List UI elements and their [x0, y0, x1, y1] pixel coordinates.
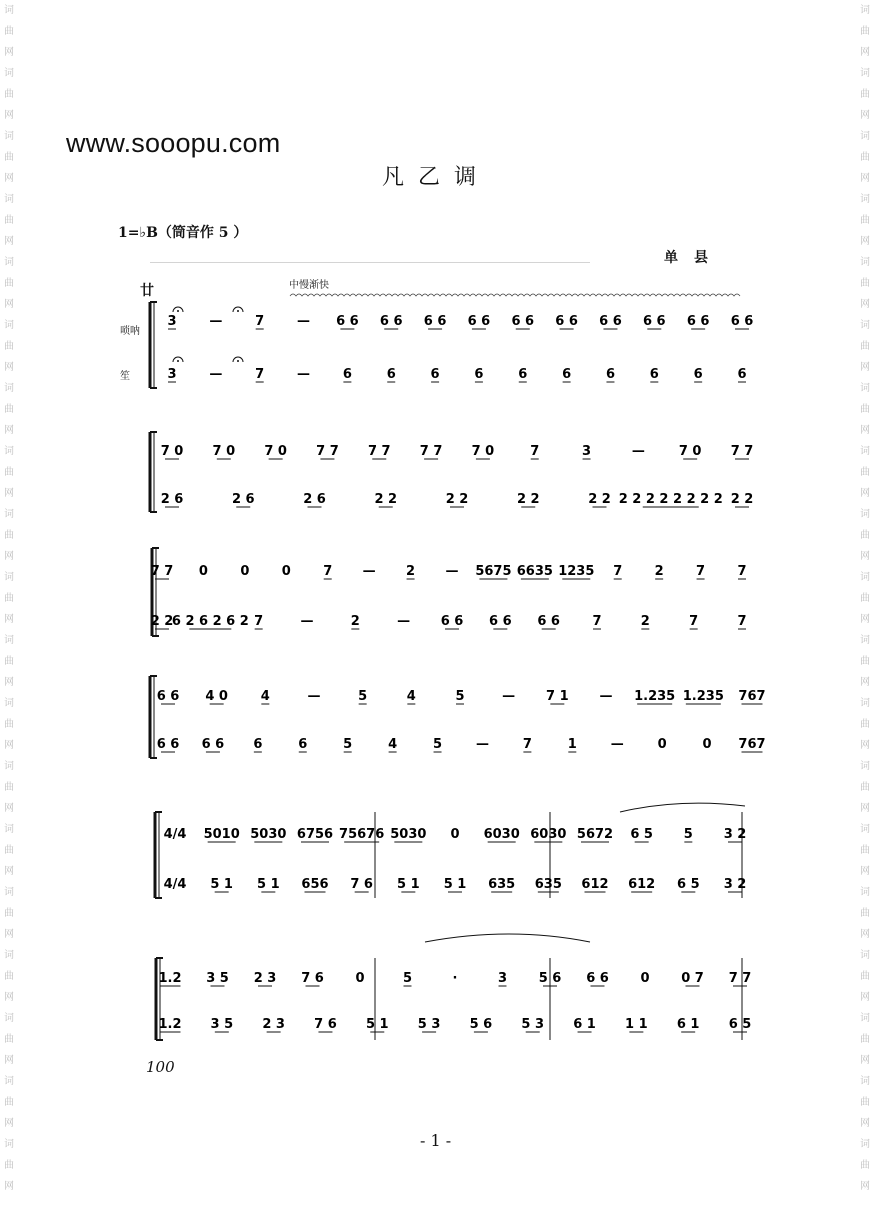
bottom-staff-note: — — [300, 614, 314, 629]
watermark-glyph: 网 — [4, 362, 14, 373]
top-staff-note: 0 7 — [681, 971, 704, 986]
watermark-glyph: 网 — [4, 236, 14, 247]
watermark-glyph: 网 — [860, 1118, 870, 1129]
top-staff-note: 7 0 — [471, 444, 495, 459]
bottom-staff-note: 6 — [298, 737, 308, 752]
top-staff-note: 7 0 — [160, 444, 184, 459]
bottom-staff-note: 5 1 — [257, 877, 280, 892]
watermark-glyph: 曲 — [4, 467, 14, 478]
watermark-glyph: 网 — [860, 1181, 870, 1192]
bottom-staff-note: 5 1 — [365, 1017, 389, 1032]
watermark-glyph: 网 — [4, 110, 14, 121]
top-staff-note: 7 — [696, 564, 706, 579]
bottom-staff-note: 2 — [640, 614, 650, 629]
bottom-staff-note: — — [209, 367, 223, 382]
watermark-glyph: 词 — [860, 950, 870, 961]
watermark-glyph: 词 — [4, 320, 14, 331]
bottom-staff-note: — — [397, 614, 411, 629]
bottom-staff-note: 3 — [167, 367, 177, 382]
fermata-dot — [177, 310, 179, 312]
bottom-staff-note: 6 — [605, 367, 615, 382]
fermata-dot — [237, 310, 239, 312]
top-staff-note: 1.235 — [682, 689, 724, 704]
watermark-glyph: 曲 — [860, 719, 870, 730]
watermark-glyph: 曲 — [4, 908, 14, 919]
bottom-staff-note: 3 2 — [723, 877, 747, 892]
watermark-glyph: 网 — [4, 551, 14, 562]
watermark-glyph: 网 — [860, 362, 870, 373]
watermark-glyph: 曲 — [860, 1160, 870, 1171]
watermark-glyph: 曲 — [860, 656, 870, 667]
top-staff-note: 6030 — [530, 827, 567, 842]
bottom-staff-note: 1.2 — [158, 1017, 182, 1032]
top-staff-note: 5672 — [576, 827, 614, 842]
watermark-glyph: 词 — [4, 446, 14, 457]
top-staff-note: 6 6 — [686, 314, 710, 329]
watermark-glyph: 网 — [860, 173, 870, 184]
top-staff-note: — — [631, 444, 645, 459]
slur-arc — [425, 934, 590, 942]
top-staff-note: · — [452, 971, 458, 986]
top-staff-note: — — [307, 689, 321, 704]
watermark-glyph: 网 — [860, 803, 870, 814]
watermark-glyph: 网 — [860, 236, 870, 247]
watermark-glyph: 词 — [4, 1076, 14, 1087]
watermark-glyph: 词 — [4, 257, 14, 268]
bottom-staff-note: 6 — [649, 367, 659, 382]
watermark-glyph: 词 — [4, 887, 14, 898]
bottom-staff-note: 2 3 — [262, 1017, 285, 1032]
watermark-glyph: 词 — [4, 5, 14, 16]
bottom-staff-note: 2 — [350, 614, 360, 629]
bottom-staff-note: 5 — [433, 737, 443, 752]
bottom-staff-note: 5 3 — [417, 1017, 441, 1032]
slur-arc — [620, 803, 745, 812]
page-number: - 1 - — [420, 1131, 452, 1150]
watermark-glyph: 网 — [4, 803, 14, 814]
top-staff-note: 7 7 — [316, 444, 339, 459]
top-staff-note: 75676 — [339, 827, 385, 842]
bottom-staff-note: 5 1 — [397, 877, 420, 892]
bottom-staff-note: 5 1 — [210, 877, 233, 892]
watermark-glyph: 曲 — [4, 1034, 14, 1045]
bottom-staff-note: 7 — [254, 614, 264, 629]
bottom-staff-note: 7 — [592, 614, 602, 629]
watermark-glyph: 曲 — [4, 593, 14, 604]
watermark-glyph: 词 — [860, 509, 870, 520]
bottom-staff-note: 2 2 — [374, 492, 398, 507]
bottom-staff-note: 635 — [488, 877, 516, 892]
bottom-staff-note: 3 5 — [210, 1017, 234, 1032]
watermark-glyph: 曲 — [4, 1160, 14, 1171]
bottom-staff-note: 6 6 — [440, 614, 464, 629]
watermark-glyph: 词 — [860, 761, 870, 772]
watermark-glyph: 词 — [860, 68, 870, 79]
top-staff-note: 5010 — [203, 827, 240, 842]
watermark-glyph: 词 — [4, 572, 14, 583]
watermark-glyph: 网 — [4, 929, 14, 940]
watermark-glyph: 词 — [4, 383, 14, 394]
watermark-glyph: 网 — [4, 1181, 14, 1192]
watermark-glyph: 网 — [4, 1118, 14, 1129]
bottom-staff-note: 612 — [581, 877, 609, 892]
watermark-glyph: 网 — [4, 677, 14, 688]
bottom-staff-note: 7 — [522, 737, 532, 752]
watermark-glyph: 曲 — [860, 971, 870, 982]
top-staff-note: 7 — [255, 314, 265, 329]
watermark-glyph: 曲 — [4, 215, 14, 226]
top-staff-note: 7 7 — [419, 444, 443, 459]
watermark-glyph: 网 — [4, 740, 14, 751]
watermark-glyph: 词 — [860, 635, 870, 646]
top-staff-note: 0 — [640, 971, 650, 986]
top-staff-note: 3 — [167, 314, 177, 329]
top-staff-note: 2 — [654, 564, 664, 579]
watermark-glyph: 网 — [860, 929, 870, 940]
top-staff-note: 7 — [613, 564, 623, 579]
page-mark: 100 — [146, 1058, 175, 1076]
watermark-glyph: 网 — [4, 488, 14, 499]
bottom-staff-note: 6 5 — [728, 1017, 752, 1032]
watermark-glyph: 曲 — [860, 467, 870, 478]
key-signature: 1=♭B（筒音作 5 ） — [118, 225, 248, 241]
watermark-glyph: 词 — [860, 383, 870, 394]
bottom-staff-note: 2 6 — [160, 492, 184, 507]
bottom-staff-note: 5 6 — [469, 1017, 493, 1032]
top-staff-note: — — [502, 689, 516, 704]
bottom-staff-note: 7 6 — [350, 877, 373, 892]
watermark-glyph: 词 — [4, 1139, 14, 1150]
bottom-staff-note: 6 — [430, 367, 440, 382]
top-staff-note: 2 — [406, 564, 416, 579]
top-staff-note: 5030 — [250, 827, 287, 842]
watermark-glyph: 网 — [860, 677, 870, 688]
top-staff-note: 4 0 — [205, 689, 228, 704]
bottom-staff-note: 2 6 — [303, 492, 326, 507]
watermark-glyph: 网 — [4, 614, 14, 625]
watermark-glyph: 曲 — [4, 719, 14, 730]
top-staff-note: 7 7 — [150, 564, 174, 579]
bottom-staff-note: 6 — [386, 367, 396, 382]
bottom-staff-note: 612 — [628, 877, 656, 892]
bottom-staff-note: 6 — [562, 367, 572, 382]
top-staff-note: 5675 — [475, 564, 512, 579]
top-staff-note: 6 6 — [599, 314, 622, 329]
top-staff-note: 6 6 — [642, 314, 666, 329]
watermark-glyph: 词 — [860, 572, 870, 583]
watermark-glyph: 网 — [860, 740, 870, 751]
watermark-glyph: 词 — [860, 5, 870, 16]
watermark-glyph: 曲 — [4, 971, 14, 982]
bottom-staff-note: 5 — [343, 737, 353, 752]
watermark-glyph: 词 — [860, 824, 870, 835]
watermark-glyph: 曲 — [860, 908, 870, 919]
top-staff-note: 7 0 — [678, 444, 702, 459]
watermark-glyph: 网 — [4, 299, 14, 310]
watermark-glyph: 词 — [860, 698, 870, 709]
bottom-staff-note: 656 — [301, 877, 329, 892]
bottom-staff-note: — — [475, 737, 489, 752]
watermark-glyph: 词 — [860, 257, 870, 268]
watermark-glyph: 曲 — [4, 782, 14, 793]
bottom-staff-note: 2 2 — [730, 492, 754, 507]
watermark-glyph: 曲 — [860, 404, 870, 415]
watermark-glyph: 网 — [860, 614, 870, 625]
top-staff-note: 3 — [582, 444, 592, 459]
watermark-glyph: 曲 — [860, 1097, 870, 1108]
watermark-glyph: 网 — [860, 992, 870, 1003]
bottom-staff-note: 6 — [342, 367, 352, 382]
top-staff-note: 6 6 — [730, 314, 754, 329]
top-staff-note: 0 — [355, 971, 365, 986]
bottom-staff-note: 1 1 — [625, 1017, 648, 1032]
watermark-glyph: 曲 — [4, 530, 14, 541]
watermark-glyph: 曲 — [860, 845, 870, 856]
instrument-label-top: 唢呐 — [120, 326, 140, 337]
bottom-staff-note: 6 6 — [156, 737, 180, 752]
watermark-glyph: 网 — [4, 173, 14, 184]
watermark-glyph: 词 — [4, 1013, 14, 1024]
watermark-glyph: 网 — [860, 1055, 870, 1066]
bottom-staff-note: 0 — [702, 737, 712, 752]
watermark-glyph: 词 — [4, 635, 14, 646]
watermark-glyph: 词 — [4, 950, 14, 961]
top-staff-note: 6 5 — [630, 827, 653, 842]
bottom-staff-note: 2 2 — [588, 492, 611, 507]
bottom-staff-note: 6 — [253, 737, 263, 752]
top-staff-note: 4 — [406, 689, 416, 704]
top-staff-note: 0 — [450, 827, 460, 842]
top-staff-note: 3 — [497, 971, 508, 986]
bottom-staff-note: 6 — [693, 367, 703, 382]
watermark-glyph: 曲 — [860, 1034, 870, 1045]
top-staff-note: 6 6 — [379, 314, 403, 329]
watermark-glyph: 曲 — [4, 89, 14, 100]
bottom-staff-note: 5 1 — [443, 877, 467, 892]
bottom-staff-note: 2 2 2 2 2 2 2 2 — [618, 492, 723, 507]
watermark-glyph: 曲 — [4, 278, 14, 289]
bottom-staff-note: 6 5 — [677, 877, 700, 892]
top-staff-note: 7 6 — [301, 971, 324, 986]
bottom-staff-note: 6 1 — [573, 1017, 596, 1032]
watermark-glyph: 词 — [4, 761, 14, 772]
watermark-glyph: 网 — [4, 992, 14, 1003]
meter-mark: 廿 — [140, 283, 154, 299]
top-staff-note: 7 7 — [728, 971, 752, 986]
bottom-staff-note: 1 — [567, 737, 577, 752]
watermark-glyph: 曲 — [860, 593, 870, 604]
watermark-glyph: 词 — [4, 131, 14, 142]
watermark-glyph: 词 — [860, 1013, 870, 1024]
watermark-glyph: 词 — [860, 887, 870, 898]
top-staff-note: 2 3 — [253, 971, 277, 986]
top-staff-note: 1.2 — [158, 971, 182, 986]
watermark-glyph: 词 — [860, 446, 870, 457]
fermata-dot — [237, 360, 239, 362]
watermark-glyph: 网 — [860, 866, 870, 877]
top-staff-note: 3 2 — [723, 827, 747, 842]
watermark-glyph: 词 — [860, 1076, 870, 1087]
bottom-staff-note: — — [297, 367, 311, 382]
watermark-glyph: 网 — [860, 110, 870, 121]
top-staff-note: 6 6 — [336, 314, 359, 329]
watermark-glyph: 曲 — [860, 278, 870, 289]
composer-label: 单县 — [664, 250, 724, 266]
watermark-glyph: 网 — [4, 866, 14, 877]
watermark-glyph: 网 — [860, 47, 870, 58]
watermark-glyph: 曲 — [860, 215, 870, 226]
bottom-staff-note: 2 6 — [231, 492, 255, 507]
watermark-glyph: 曲 — [4, 152, 14, 163]
top-staff-note: 3 5 — [206, 971, 229, 986]
watermark-glyph: 词 — [4, 68, 14, 79]
bottom-staff-note: 6 6 — [489, 614, 512, 629]
watermark-glyph: 曲 — [4, 845, 14, 856]
fermata-dot — [177, 360, 179, 362]
top-staff-note: 4 — [260, 689, 270, 704]
watermark-glyph: 曲 — [860, 341, 870, 352]
watermark-glyph: 词 — [860, 131, 870, 142]
top-staff-note: 7 — [737, 564, 747, 579]
top-staff-note: 7 0 — [264, 444, 287, 459]
top-staff-note: 6635 — [516, 564, 553, 579]
top-staff-note: — — [362, 564, 376, 579]
bottom-staff-note: 0 — [657, 737, 667, 752]
bottom-staff-note: 6 6 — [201, 737, 225, 752]
top-staff-note: 6 6 — [555, 314, 578, 329]
watermark-glyph: 网 — [4, 425, 14, 436]
top-staff-note: 0 — [281, 564, 291, 579]
top-staff-note: 767 — [738, 689, 766, 704]
bottom-staff-note: 4/4 — [163, 877, 187, 892]
watermark-glyph: 曲 — [4, 341, 14, 352]
tempo-marking: 中慢渐快 — [289, 280, 329, 291]
top-staff-note: — — [209, 314, 223, 329]
watermark-glyph: 曲 — [4, 656, 14, 667]
bottom-staff-note: 767 — [738, 737, 766, 752]
watermark-glyph: 词 — [4, 509, 14, 520]
bottom-staff-note: 7 — [737, 614, 747, 629]
top-staff-note: 4/4 — [163, 827, 187, 842]
bottom-staff-note: 2 2 — [445, 492, 469, 507]
watermark-glyph: 词 — [4, 194, 14, 205]
watermark-glyph: 曲 — [4, 1097, 14, 1108]
page-title: 凡乙调 — [382, 165, 491, 190]
watermark-glyph: 词 — [4, 824, 14, 835]
top-staff-note: 1235 — [558, 564, 595, 579]
bottom-staff-note: 4 — [388, 737, 398, 752]
top-staff-note: — — [445, 564, 459, 579]
top-staff-note: — — [297, 314, 311, 329]
watermark-glyph: 曲 — [860, 782, 870, 793]
watermark-glyph: 网 — [860, 488, 870, 499]
top-staff-note: 6 6 — [467, 314, 491, 329]
bottom-staff-note: 2 2 — [150, 614, 174, 629]
watermark-glyph: 曲 — [860, 89, 870, 100]
site-url[interactable]: www.sooopu.com — [66, 128, 281, 158]
watermark-glyph: 网 — [860, 299, 870, 310]
top-staff-note: 6756 — [296, 827, 334, 842]
top-staff-note: 5 6 — [538, 971, 562, 986]
top-staff-note: 6 6 — [156, 689, 180, 704]
watermark-glyph: 曲 — [4, 26, 14, 37]
watermark-glyph: 网 — [4, 47, 14, 58]
top-staff-note: 7 7 — [367, 444, 391, 459]
top-staff-note: 5 — [455, 689, 465, 704]
bottom-staff-note: 6 — [518, 367, 528, 382]
top-staff-note: 6 6 — [586, 971, 609, 986]
bottom-staff-note: 6 2 6 2 6 2 — [171, 614, 249, 629]
top-staff-note: 5030 — [390, 827, 427, 842]
watermark-glyph: 曲 — [4, 404, 14, 415]
watermark-glyph: 曲 — [860, 152, 870, 163]
watermark-glyph: 词 — [860, 194, 870, 205]
trill-line — [290, 294, 740, 296]
bottom-staff-note: — — [610, 737, 624, 752]
top-staff-note: 7 0 — [212, 444, 236, 459]
top-staff-note: 1.235 — [634, 689, 676, 704]
bottom-staff-note: 7 — [255, 367, 265, 382]
top-staff-note: 6 6 — [423, 314, 447, 329]
top-staff-note: 7 — [323, 564, 333, 579]
bottom-staff-note: 635 — [534, 877, 562, 892]
top-staff-note: — — [599, 689, 613, 704]
top-staff-note: 7 1 — [546, 689, 569, 704]
top-staff-note: 7 — [530, 444, 540, 459]
instrument-label-bottom: 笙 — [120, 371, 130, 382]
bottom-staff-note: 2 2 — [516, 492, 540, 507]
top-staff-note: 5 — [358, 689, 368, 704]
top-staff-note: 0 — [198, 564, 208, 579]
watermark-glyph: 网 — [4, 1055, 14, 1066]
watermark-glyph: 网 — [860, 425, 870, 436]
top-staff-note: 0 — [240, 564, 250, 579]
bottom-staff-note: 6 6 — [537, 614, 560, 629]
bottom-staff-note: 5 3 — [521, 1017, 545, 1032]
top-staff-note: 5 — [683, 827, 693, 842]
watermark-glyph: 曲 — [860, 530, 870, 541]
bottom-staff-note: 7 6 — [314, 1017, 337, 1032]
watermark-glyph: 曲 — [860, 26, 870, 37]
bottom-staff-note: 7 — [689, 614, 699, 629]
top-staff-note: 6030 — [483, 827, 520, 842]
watermark-glyph: 词 — [4, 698, 14, 709]
bottom-staff-note: 6 — [474, 367, 484, 382]
watermark-glyph: 词 — [860, 320, 870, 331]
top-staff-note: 5 — [402, 971, 413, 986]
top-staff-note: 7 7 — [730, 444, 754, 459]
top-staff-note: 6 6 — [511, 314, 535, 329]
bottom-staff-note: 6 — [737, 367, 747, 382]
watermark-glyph: 网 — [860, 551, 870, 562]
bottom-staff-note: 6 1 — [676, 1017, 700, 1032]
watermark-glyph: 词 — [860, 1139, 870, 1150]
